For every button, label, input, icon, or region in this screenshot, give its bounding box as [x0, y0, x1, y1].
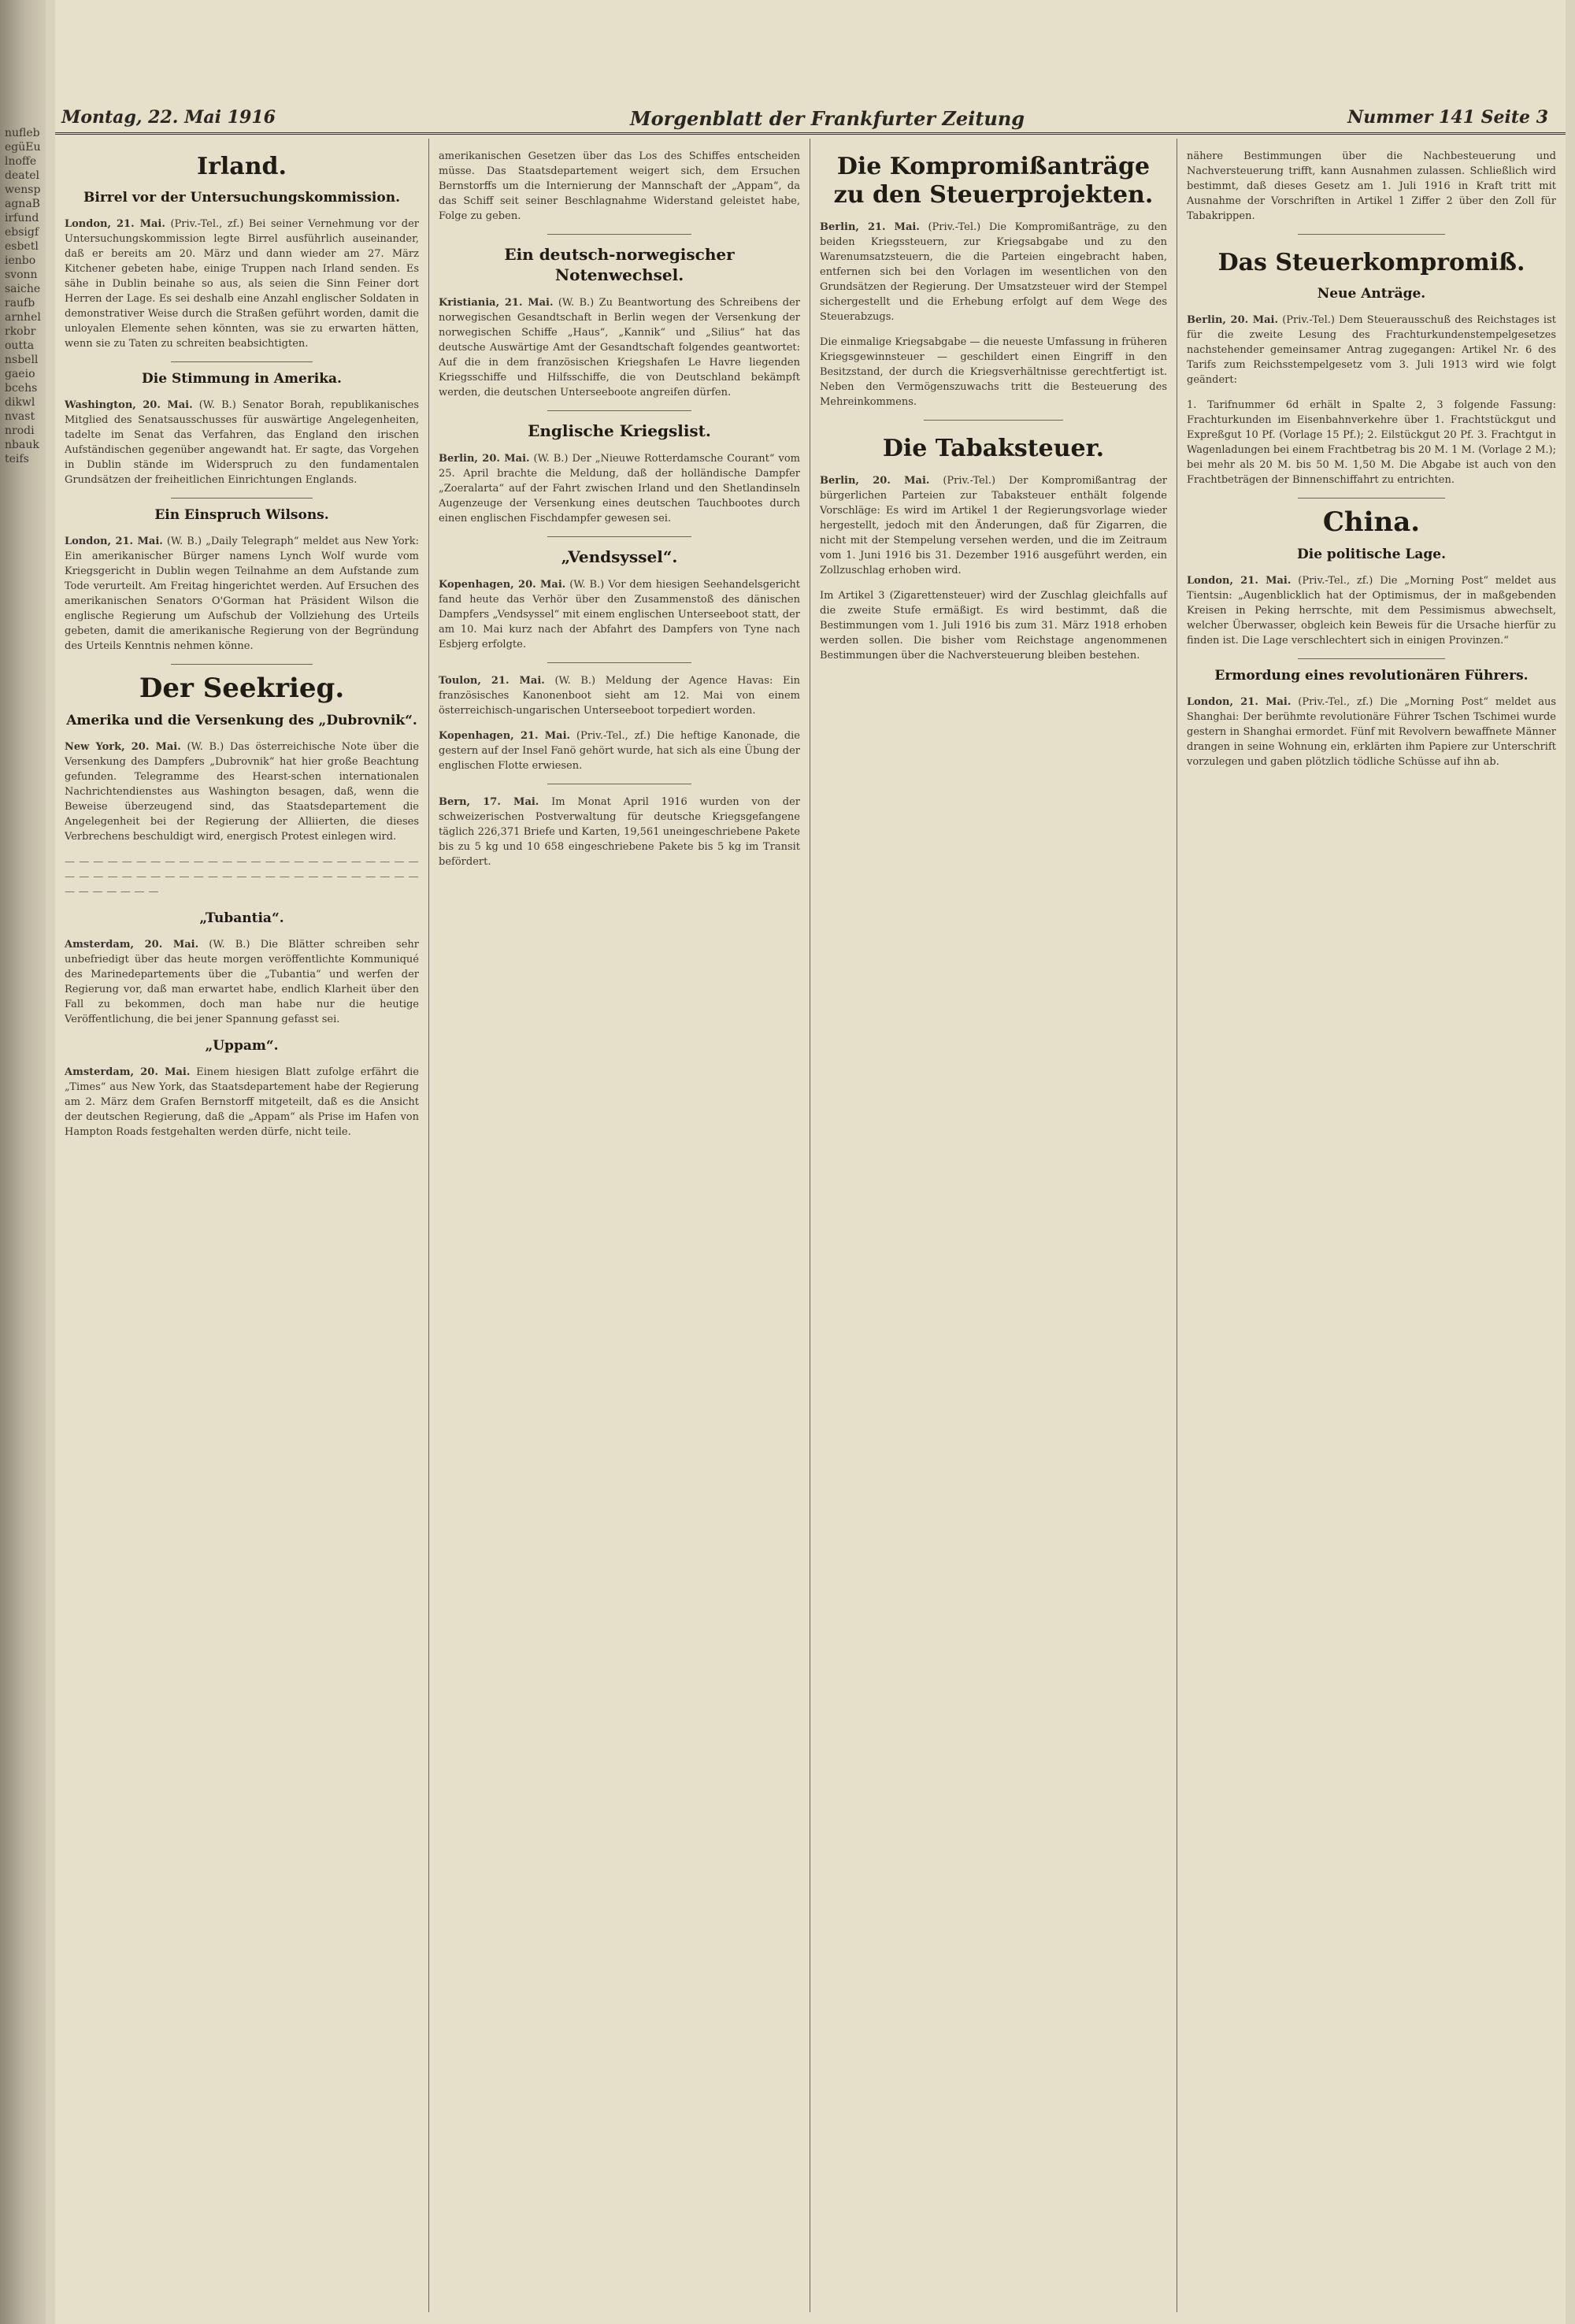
section-title-tabaksteuer: Die Tabaksteuer. [882, 435, 1105, 462]
dateline: Berlin, 21. Mai. [820, 221, 920, 233]
article-text: (Priv.-Tel., zf.) Die heftige Kanonade, die gestern auf der Insel Fanö gehört wurde, hat sich als eine Übung der englischen Flotte erwiesen. [439, 730, 800, 772]
column-4 [1177, 139, 1566, 2312]
dateline: Berlin, 20. Mai. [439, 453, 530, 465]
section-title-kompromiss: Die Kompromißanträge zu den Steuerprojekten. [833, 153, 1154, 209]
divider [1298, 234, 1446, 235]
section-title-steuerkompromiss: Das Steuerkompromiß. [1217, 249, 1525, 276]
issue-number: Nummer 141 Seite 3 [1347, 107, 1548, 128]
dateline: Bern, 17. Mai. [439, 796, 539, 808]
adjacent-page-text: nuflebegüEulnoffedeatelwenspagnaBirfundebsigfesbetlienbosvonnsaicheraufbarnhelrkobrouttansbellgaeiobcehsdikwlnvastnrodinbaukteifs [5, 127, 41, 465]
article-text: (W. B.) Der „Nieuwe Rotterdamsche Courant“ vom 25. April brachte die Meldung, daß der holländische Dampfer „Zoeralarta“ auf der Fahrt zwischen Irland und den Shetlandinseln Augenzeuge der Versenkung eines deutschen Tauchbootes durch einen englischen Fischdampfer gewesen sei. [439, 453, 800, 524]
article-title: „Uppam“. [205, 1038, 279, 1054]
divider [547, 536, 692, 537]
article-body [65, 217, 419, 351]
adjacent-page-edge [0, 0, 46, 2324]
article-text: (W. B.) Die Blätter schreiben sehr unbefriedigt über das heute morgen veröffentlichte Kommuniqué des Marinedepartements über die „Tubantia“ und werfen der Regierung vor, daß man erwartet habe, endlich Klarheit über den Fall zu bekommen, doch man habe nur die heutige Veröffentlichung, die bei jener Spannung gefasst sei. [65, 939, 419, 1025]
dateline: Toulon, 21. Mai. [439, 675, 545, 687]
article-body [439, 673, 800, 718]
article-text: (W. B.) „Daily Telegraph“ meldet aus New York: Ein amerikanischer Bürger namens Lynch Wolf wurde vom Kriegsgericht in Dublin wegen Teilnahme an dem Aufstande zum Tode verurteilt. Am Freitag hingerichtet werden. Auf Ersuchen des amerikanischen Senators O'Gorman hat Präsident Wilson die englische Regierung um Aufschub der Vollziehung des Urteils gebeten, damit die amerikanische Regierung von der Begründung des Urteils Kenntnis nehmen könne. [65, 536, 419, 652]
masthead [55, 101, 1566, 135]
article-body [439, 295, 800, 400]
article-subtitle: Birrel vor der Untersuchungskommission. [83, 190, 400, 206]
article-body [65, 534, 419, 654]
article-subtitle: Neue Anträge. [1317, 286, 1426, 302]
article-body [820, 220, 1167, 324]
divider [1298, 658, 1446, 659]
dateline: London, 21. Mai. [65, 218, 165, 230]
dateline: Amsterdam, 20. Mai. [65, 1066, 191, 1078]
article-text: Im Artikel 3 (Zigarettensteuer) wird der Zuschlag gleichfalls auf die zweite Stufe ermäßigt. Es wird bestimmt, daß die Bestimmungen vom 1. Juli 1916 bis zum 31. März 1918 erhoben werden sollen. Die bisher vom Reichstage angenommenen Bestimmungen über die Nachversteuerung bleiben bestehen. [820, 590, 1167, 662]
article-continuation: amerikanischen Gesetzen über das Los des Schiffes entscheiden müsse. Das Staatsdepartement weigert sich, dem Ersuchen Bernstorffs um die Internierung der Mannschaft der „Appam“, da das Schiff seit seiner Beschlagnahme Widerstand geleistet habe, Folge zu geben. [439, 150, 800, 222]
divider [547, 234, 692, 235]
article-text: Die einmalige Kriegsabgabe — die neueste Umfassung in früheren Kriegsgewinnsteuer — geschildert einen Eingriff in den Besitzstand, der durch die Kriegsverhältnisse gerechtfertigt ist. Neben den Vermögenszuwachs tritt die Besteuerung des Mehreinkommens. [820, 336, 1167, 408]
dateline: Kopenhagen, 20. Mai. [439, 579, 566, 591]
article-body [1187, 313, 1556, 387]
article-text: (W. B.) Zu Beantwortung des Schreibens der norwegischen Gesandtschaft in Berlin wegen der Versenkung der norwegischen Schiffe „Haus“, „Kannik“ und „Silius“ hat das deutsche Auswärtige Amt der Gesandtschaft folgendes geantwortet: Auf die in dem französischen Kriegshafen Le Havre liegenden Kriegsschiffe und Hilfsschiffe, die von Deutschland bekämpft werden, die deutschen Unterseeboote angreifen dürfen. [439, 297, 800, 398]
article-body [439, 728, 800, 773]
divider [547, 410, 692, 411]
article-body [65, 739, 419, 844]
divider [171, 664, 313, 665]
newspaper-title: Morgenblatt der Frankfurter Zeitung [630, 107, 1025, 130]
dateline: London, 21. Mai. [65, 536, 163, 547]
newspaper-page [55, 0, 1566, 2324]
article-continuation: nähere Bestimmungen über die Nachbesteuerung und Nachversteuerung trifft, kann Ausnahmen zulassen. Schließlich wird bestimmt, daß dieses Gesetz am 1. Juli 1916 in Kraft tritt mit Ausnahme der Vorschriften in Artikel 1 Ziffer 2 über den Zoll für Tabakrippen. [1187, 150, 1556, 222]
article-text: (Priv.-Tel.) Dem Steuerausschuß des Reichstages ist für die zweite Lesung des Frachturkundenstempelgesetzes nachstehender gemeinsamer Antrag zugegangen: Artikel Nr. 6 des Tarifs zum Reichsstempelgesetz vom 3. Juli 1913 wird wie folgt geändert: [1187, 314, 1556, 386]
column-2 [428, 139, 810, 2312]
article-title: „Vendsyssel“. [561, 547, 678, 566]
divider [547, 662, 692, 663]
columns [55, 139, 1566, 2312]
section-title-seekrieg: Der Seekrieg. [139, 673, 345, 704]
article-text: (W. B.) Das österreichische Note über die Versenkung des Dampfers „Dubrovnik“ hat hier große Beachtung gefunden. Telegramme des Hearst-schen internationalen Nachrichtendienstes aus Washington besagen, daß, wenn die Beweise überzeugend sind, das Staatsdepartement die Angelegenheit bei der Regierung der Alliierten, die dieses Verbrechens beschuldigt wird, energisch Protest einlegen wird. [65, 741, 420, 843]
divider [171, 498, 313, 499]
article-text: Im Monat April 1916 wurden von der schweizerischen Postverwaltung für deutsche Kriegsgefangene täglich 226,371 Briefe und Karten, 19,561 uneingeschriebene Pakete bis zu 5 kg und 10 658 eingeschriebene Pakete bis 5 kg im Transit befördert. [439, 796, 800, 868]
article-text: (W. B.) Vor dem hiesigen Seehandelsgericht fand heute das Verhör über den Zusammenstoß des dänischen Dampfers „Vendsyssel“ mit einem englischen Unterseeboot statt, der am 10. Mai kurz nach der Abfahrt des Dampfers von Tyne nach Esbjerg erfolgte. [439, 579, 800, 650]
article-subtitle: Die politische Lage. [1297, 547, 1446, 562]
article-subtitle: Amerika und die Versenkung des „Dubrovnik“. [66, 713, 417, 728]
article-title: Englische Kriegslist. [528, 421, 711, 440]
article-body [1187, 573, 1556, 648]
divider [924, 420, 1062, 421]
article-text: (Priv.-Tel., zf.) Die „Morning Post“ meldet aus Tientsin: „Augenblicklich hat der Optimismus, der in maßgebenden Kreisen in Peking herrschte, mit dem Pessimismus abwechselt, welcher Überwasser, obgleich kein Beweis für die Ursache hierfür zu finden ist. Die Lage verschlechtert sich in einigen Provinzen.“ [1187, 575, 1556, 647]
section-title-irland: Irland. [197, 153, 287, 180]
divider [171, 361, 313, 362]
dateline: London, 21. Mai. [1187, 696, 1292, 708]
article-title: „Tubantia“. [199, 910, 284, 926]
article-text: (Priv.-Tel., zf.) Die „Morning Post“ meldet aus Shanghai: Der berühmte revolutionäre Führer Tschen Tschimei wurde gestern in Shanghai ermordet. Fünf mit Revolvern bewaffnete Männer drangen in seine Wohnung ein, erklärten ihm Papiere zur Unterschrift vorzulegen und gaben plötzlich tödliche Schüsse auf ihn ab. [1187, 696, 1556, 768]
article-text: Einem hiesigen Blatt zufolge erfährt die „Times“ aus New York, das Staatsdepartement habe der Regierung am 2. März dem Grafen Bernstorff mitgeteilt, daß es die Ansicht der deutschen Regierung, daß die „Appam“ als Prise im Hafen von Hampton Roads festgehalten werden dürfe, nicht teile. [65, 1066, 419, 1138]
article-body [439, 451, 800, 526]
article-body [1187, 695, 1556, 769]
article-title: Ermordung eines revolutionären Führers. [1214, 668, 1529, 684]
dateline: Amsterdam, 20. Mai. [65, 939, 199, 951]
article-body [65, 1065, 419, 1140]
article-body [65, 398, 419, 487]
article-body [65, 937, 419, 1027]
dateline: Berlin, 20. Mai. [1187, 314, 1279, 326]
article-continuation: — — — — — — — — — — — — — — — — — — — — — — — — — — — — — — — — — — — — — — — — — — — — — — — — — — — — — — — — — [65, 856, 419, 898]
dateline: Berlin, 20. Mai. [820, 475, 930, 487]
article-body [439, 795, 800, 869]
article-body [439, 577, 800, 652]
article-text: 1. Tarifnummer 6d erhält in Spalte 2, 3 folgende Fassung: Frachturkunden im Eisenbahnverkehre über 1. Frachtstückgut und Expreßgut 10 Pf. (Vorlage 15 Pf.); 2. Eilstückgut 20 Pf. 3. Frachtgut in Wagenladungen bei einem Frachtbetrag bis 20 M. 1 M. (Vorlage 2 M.); bei mehr als 20 M. bis 50 M. 1,50 M. Die Abgabe ist auch von den Frachtbeträgen der Binnenschiffahrt zu entrichten. [1187, 399, 1556, 486]
article-text: (Priv.-Tel.) Der Kompromißantrag der bürgerlichen Parteien zur Tabaksteuer enthält folgende Vorschläge: Es wird im Artikel 1 der Regierungsvorlage wieder hergestellt, jedoch mit den Änderungen, daß für Zigarren, die nicht mit der Stempelung versehen werden, und die im Zeitraum vom 1. Juni 1916 bis 31. Dezember 1916 ausgeführt werden, ein Zollzuschlag erhoben wird. [820, 475, 1167, 576]
article-title: Ein deutsch-norwegischer Notenwechsel. [504, 245, 735, 284]
article-text: (W. B.) Senator Borah, republikanisches Mitglied des Senatsausschusses für auswärtige Angelegenheiten, tadelte im Senat das Verfahren, das England den irischen Aufständischen gegenüber angewandt hat. Er sagte, das Vorgehen in Dublin stände im Widerspruch zu den fundamentalen Grundsätzen der freiheitlichen Einrichtungen Englands. [65, 399, 419, 486]
article-text: (W. B.) Meldung der Agence Havas: Ein französisches Kanonenboot sieht am 12. Mai von einem österreichisch-ungarischen Unterseeboot torpediert worden. [439, 675, 800, 717]
dateline: Kristiania, 21. Mai. [439, 297, 554, 309]
divider [1298, 498, 1446, 499]
dateline: Kopenhagen, 21. Mai. [439, 730, 571, 742]
article-title: Ein Einspruch Wilsons. [154, 507, 329, 523]
column-1 [55, 139, 428, 2312]
column-3 [810, 139, 1177, 2312]
article-text: (Priv.-Tel., zf.) Bei seiner Vernehmung vor der Untersuchungskommission legte Birrel ausführlich auseinander, daß er bereits am 20. März und dann wieder am 27. März Kitchener gebeten habe, einige Truppen nach Irland senden. Es sähe in Dublin beinahe so aus, als seien die Sinn Feiner dort Herren der Lage. Es sei deshalb eine Anzahl englischer Soldaten in demonstrativer Weise durch die Straßen geführt worden, damit die unloyalen Elemente sehen könnten, was sie zu erwarten hätten, wenn sie zu Taten zu schreiten beabsichtigten. [65, 218, 419, 350]
article-text: (Priv.-Tel.) Die Kompromißanträge, zu den beiden Kriegssteuern, zur Kriegsabgabe und zu den Warenumsatzsteuern, die die Parteien eingebracht haben, entfernen sich bei den Vorlagen im wesentlichen von den Grundsätzen der Regierung. Der Umsatzsteuer wird der Stempel sichergestellt und die Erhebung erfolgt auf dem Wege des Steuerabzugs. [820, 221, 1167, 323]
dateline: Washington, 20. Mai. [65, 399, 193, 411]
dateline: New York, 20. Mai. [65, 741, 181, 753]
dateline: London, 21. Mai. [1187, 575, 1292, 587]
section-title-china: China. [1322, 506, 1421, 538]
issue-date: Montag, 22. Mai 1916 [61, 107, 276, 128]
article-title: Die Stimmung in Amerika. [142, 371, 342, 387]
article-body [820, 473, 1167, 578]
